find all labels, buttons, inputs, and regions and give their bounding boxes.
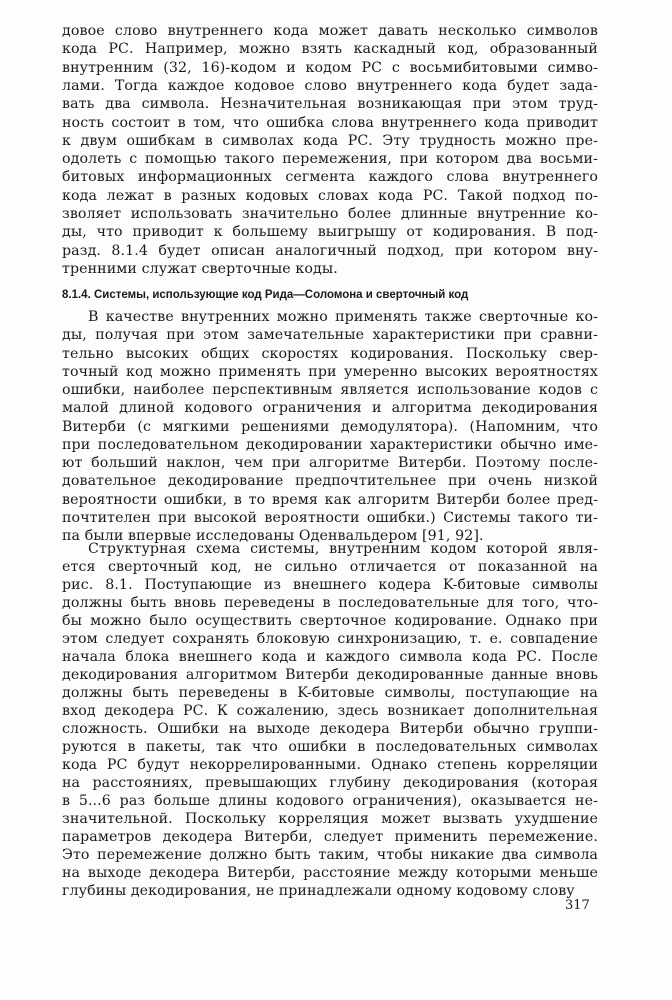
text-line: ют больший наклон, чем при алгоритме Витерби. Поэтому после- [62, 455, 598, 471]
text-line: ность состоит в том, что ошибка слова внутреннего кода приводит [62, 114, 598, 131]
text-line: довое слово внутреннего кода может давать несколько символов [62, 23, 598, 39]
text-line: ется сверточный код, не сильно отличается от показанной на [62, 559, 598, 575]
text-line: точный код можно применять при умеренно высоких вероятностях [62, 363, 598, 380]
text-line: малой длиной кодового ограничения и алгоритма декодирования [62, 400, 598, 417]
text-line: сложность. Ошибки на выходе декодера Витерби обычно группи- [62, 721, 598, 737]
text-line: ды, получая при этом замечательные характеристики при сравни- [62, 327, 598, 344]
text-line: Это перемежение должно быть таким, чтобы никакие два символа [62, 847, 598, 863]
text-line: этом следует сохранять блоковую синхронизацию, т. е. совпадение [62, 631, 598, 647]
text-line: ды, что приводит к большему выигрышу от кодирования. В под- [62, 224, 598, 241]
text-line: вход декодера РС. К сожалению, здесь возникает дополнительная [62, 703, 598, 719]
text-line: тренними служат сверточные коды. [62, 260, 338, 277]
text-line: при последовательном декодировании характеристики обычно име- [62, 436, 598, 453]
text-line: бы можно было осуществить сверточное кодирование. Однако при [62, 613, 598, 629]
text-line: кода РС будут некоррелированными. Однако степень корреляции [62, 757, 598, 773]
text-line: на расстояниях, превышающих глубину декодирования (которая [62, 775, 598, 791]
text-line: Витерби (с мягкими решениями демодулятора). (Напомним, что [62, 418, 598, 435]
text-line: лами. Тогда каждое кодовое слово внутреннего кода будет зада- [62, 77, 598, 94]
text-line: вероятности ошибки, в то время как алгоритм Витерби более пред- [62, 491, 598, 508]
text-line: па были впервые исследованы Оденвальдером [91, 92]. [62, 528, 484, 544]
text-line: Структурная схема системы, внутренним кодом которой явля- [88, 541, 598, 557]
text-line: кода лежат в разных кодовых словах кода РС. Такой подход по- [62, 187, 598, 204]
text-line: почтителен при высокой вероятности ошибки.) Системы такого ти- [62, 509, 598, 526]
text-line: разд. 8.1.4 будет описан аналогичный подход, при котором вну- [62, 242, 598, 259]
text-line: руются в пакеты, так что ошибки в последовательных символах [62, 739, 598, 755]
text-line: битовых информационных сегмента каждого слова внутреннего [62, 169, 598, 186]
text-line: декодирования алгоритмом Витерби декодированные данные вновь [62, 667, 598, 683]
text-line: значительной. Поскольку корреляция может вызвать ухудшение [62, 811, 598, 827]
text-line: тельно высоких общих скоростях кодирования. Поскольку свер- [62, 345, 598, 362]
text-line: должны быть вновь переведены в последовательные для того, что- [62, 595, 598, 611]
text-line: к двум ошибкам в символах кода РС. Эту трудность можно пре- [62, 132, 598, 149]
text-line: в 5...6 раз больше длины кодового ограничения), оказывается не- [62, 793, 598, 809]
text-line: довательное декодирование предпочтительнее при очень низкой [62, 473, 598, 490]
text-line: кода РС. Например, можно взять каскадный код, образованный [62, 41, 598, 58]
text-line: параметров декодера Витерби, следует применить перемежение. [62, 829, 598, 845]
text-line: рис. 8.1. Поступающие из внешнего кодера K-битовые символы [62, 577, 598, 593]
text-line: ошибки, наиболее перспективным является использование кодов с [62, 382, 598, 398]
section-heading: 8.1.4. Системы, использующие код Рида—Соломона и сверточный код [62, 289, 469, 301]
text-line: вать два символа. Незначительная возникающая при этом труд- [62, 96, 598, 113]
text-line: глубины декодирования, не принадлежали одному кодовому слову [62, 883, 575, 899]
text-line: внутренним (32, 16)-кодом и кодом РС с восьмибитовыми симво- [62, 59, 598, 76]
text-line: В качестве внутренних можно применять также сверточные ко- [88, 309, 598, 325]
page-number: 317 [565, 898, 590, 913]
text-line: одолеть с помощью такого перемежения, при котором два восьми- [62, 151, 598, 168]
text-line: зволяет использовать значительно более длинные внутренние ко- [62, 206, 598, 222]
text-line: на выходе декодера Витерби, расстояние между которыми меньше [62, 865, 598, 881]
text-line: начала блока внешнего кода и каждого символа кода РС. После [62, 649, 598, 665]
text-line: должны быть переведены в K-битовые символы, поступающие на [62, 685, 598, 701]
